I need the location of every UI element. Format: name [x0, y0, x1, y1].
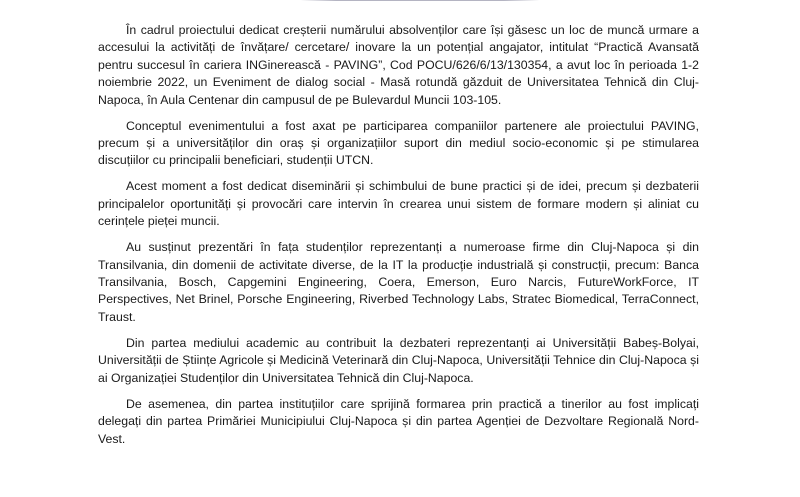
- paragraph-company-presentations: Au susținut prezentări în fața studenților reprezentanți a numeroase firme din Cluj-Napoca și din Transilvania, din domenii de activitate diverse, de la IT la producție industrială și construcții, precum: Banca Transilvania, Bosch, Capgemini Engineering, Coera, Emerson, Euro Narcis, FutureWorkForce, IT Perspectives, Net Brinel, Porsche Engineering, Riverbed Technology Labs, Stratec Biomedical, TerraConnect, Traust.: [98, 240, 699, 324]
- paragraph-academic-contributors: Din partea mediului academic au contribuit la dezbateri reprezentanți ai Universității Babeș-Bolyai, Universității de Științe Agricole și Medicină Veterinară din Cluj-Napoca, Universității Tehnice din Cluj-Napoca și ai Organizației Studenților din Universitatea Tehnică din Cluj-Napoca.: [98, 335, 699, 385]
- paragraph-institutional-delegates: De asemenea, din partea instituțiilor care sprijină formarea prin practică a tinerilor au fost implicați delegați din partea Primăriei Municipiului Cluj-Napoca și din partea Agenției de Dezvoltare Regională Nord-Vest.: [98, 396, 699, 446]
- document-body: [98, 22, 699, 457]
- paragraph-project-intro: În cadrul proiectului dedicat creșterii numărului absolvenților care își găsesc un loc de muncă urmare a accesului la activități de învățare/ cercetare/ inovare la un potențial angajator, intitulat “Practică Avansată pentru succesul în cariera INGinerească - PAVING”, Cod POCU/626/6/13/130354, a avut loc în perioada 1-2 noiembrie 2022, un Eveniment de dialog social - Masă rotundă găzduit de Universitatea Tehnică din Cluj-Napoca, în Aula Centenar din campusul de pe Bulevardul Muncii 103-105.: [98, 23, 699, 107]
- cropped-heading-fragment: [300, 0, 540, 3]
- paragraph-dissemination: Acest moment a fost dedicat diseminării și schimbului de bune practici și de idei, precum și dezbaterii principalelor oportunități și provocări care intervin în crearea unui sistem de formare modern și aliniat cu cerințele pieței muncii.: [98, 179, 699, 229]
- paragraph-event-concept: Conceptul evenimentului a fost axat pe participarea companiilor partenere ale proiectului PAVING, precum și a universităților din oraș și organizațiilor suport din mediul socio-economic și pe stimularea discuțiilor cu principalii beneficiari, studenții UTCN.: [98, 118, 699, 168]
